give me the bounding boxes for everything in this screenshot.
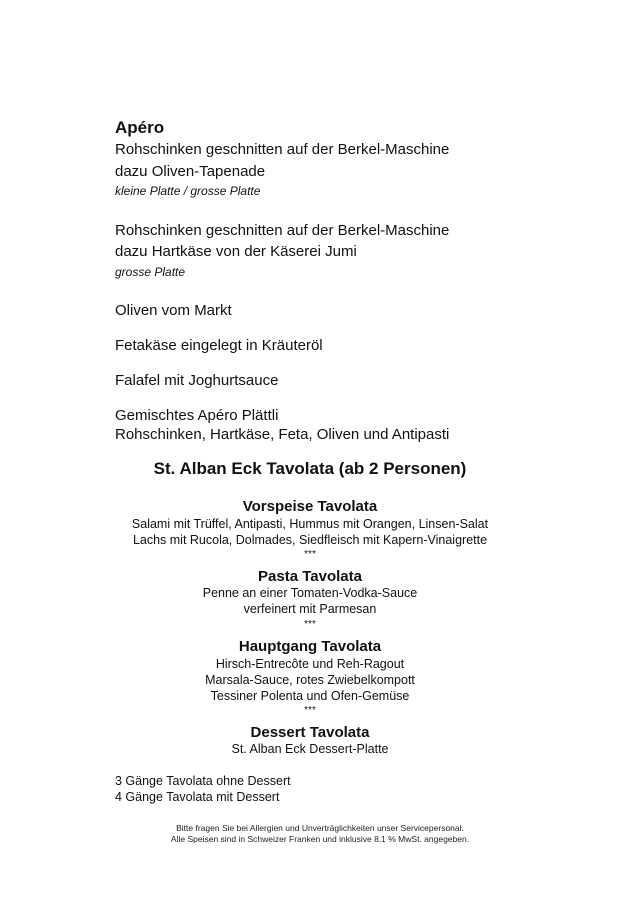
apero-title: Apéro bbox=[115, 118, 165, 137]
separator: *** bbox=[304, 705, 316, 716]
menu-item-line: Falafel mit Joghurtsauce bbox=[115, 372, 279, 389]
footer-allergy-note: Bitte fragen Sie bei Allergien und Unverträglichkeiten unser Servicepersonal. bbox=[176, 823, 464, 833]
menu-item-line: Rohschinken, Hartkäse, Feta, Oliven und Antipasti bbox=[115, 426, 450, 443]
course-line: Tessiner Polenta und Ofen-Gemüse bbox=[210, 689, 410, 703]
course-title: Hauptgang Tavolata bbox=[238, 638, 382, 655]
footer-price-note: Alle Speisen sind in Schweizer Franken und inklusive 8.1 % MwSt. angegeben. bbox=[170, 834, 470, 844]
menu-item-line: dazu Hartkäse von der Käserei Jumi bbox=[115, 243, 357, 260]
menu-item-note: grosse Platte bbox=[115, 265, 186, 279]
course-line: Marsala-Sauce, rotes Zwiebelkompott bbox=[205, 673, 415, 687]
course-line: Hirsch-Entrecôte und Reh-Ragout bbox=[215, 657, 405, 671]
course-line: Salami mit Trüffel, Antipasti, Hummus mit Orangen, Linsen-Salat bbox=[131, 517, 489, 531]
menu-item-note: kleine Platte / grosse Platte bbox=[115, 184, 261, 198]
course-title: Pasta Tavolata bbox=[258, 568, 362, 585]
course-line: Penne an einer Tomaten-Vodka-Sauce bbox=[202, 586, 418, 600]
course-title: Dessert Tavolata bbox=[250, 724, 370, 741]
tavolata-title: St. Alban Eck Tavolata (ab 2 Personen) bbox=[153, 459, 467, 478]
menu-item-line: Fetakäse eingelegt in Kräuteröl bbox=[115, 337, 323, 354]
course-line: St. Alban Eck Dessert-Platte bbox=[231, 742, 389, 756]
course-line: Lachs mit Rucola, Dolmades, Siedfleisch mit Kapern-Vinaigrette bbox=[132, 533, 488, 547]
course-title: Vorspeise Tavolata bbox=[242, 498, 378, 515]
menu-item-line: Rohschinken geschnitten auf der Berkel-Maschine bbox=[115, 222, 450, 239]
separator: *** bbox=[304, 549, 316, 560]
menu-item-line: Rohschinken geschnitten auf der Berkel-Maschine bbox=[115, 141, 450, 158]
separator: *** bbox=[304, 619, 316, 630]
tavolata-option: 3 Gänge Tavolata ohne Dessert bbox=[115, 774, 291, 788]
menu-item-line: dazu Oliven-Tapenade bbox=[115, 163, 266, 180]
tavolata-option: 4 Gänge Tavolata mit Dessert bbox=[115, 790, 280, 804]
menu-item-line: Gemischtes Apéro Plättli bbox=[115, 407, 279, 424]
menu-item-line: Oliven vom Markt bbox=[115, 302, 232, 319]
course-line: verfeinert mit Parmesan bbox=[243, 602, 377, 616]
